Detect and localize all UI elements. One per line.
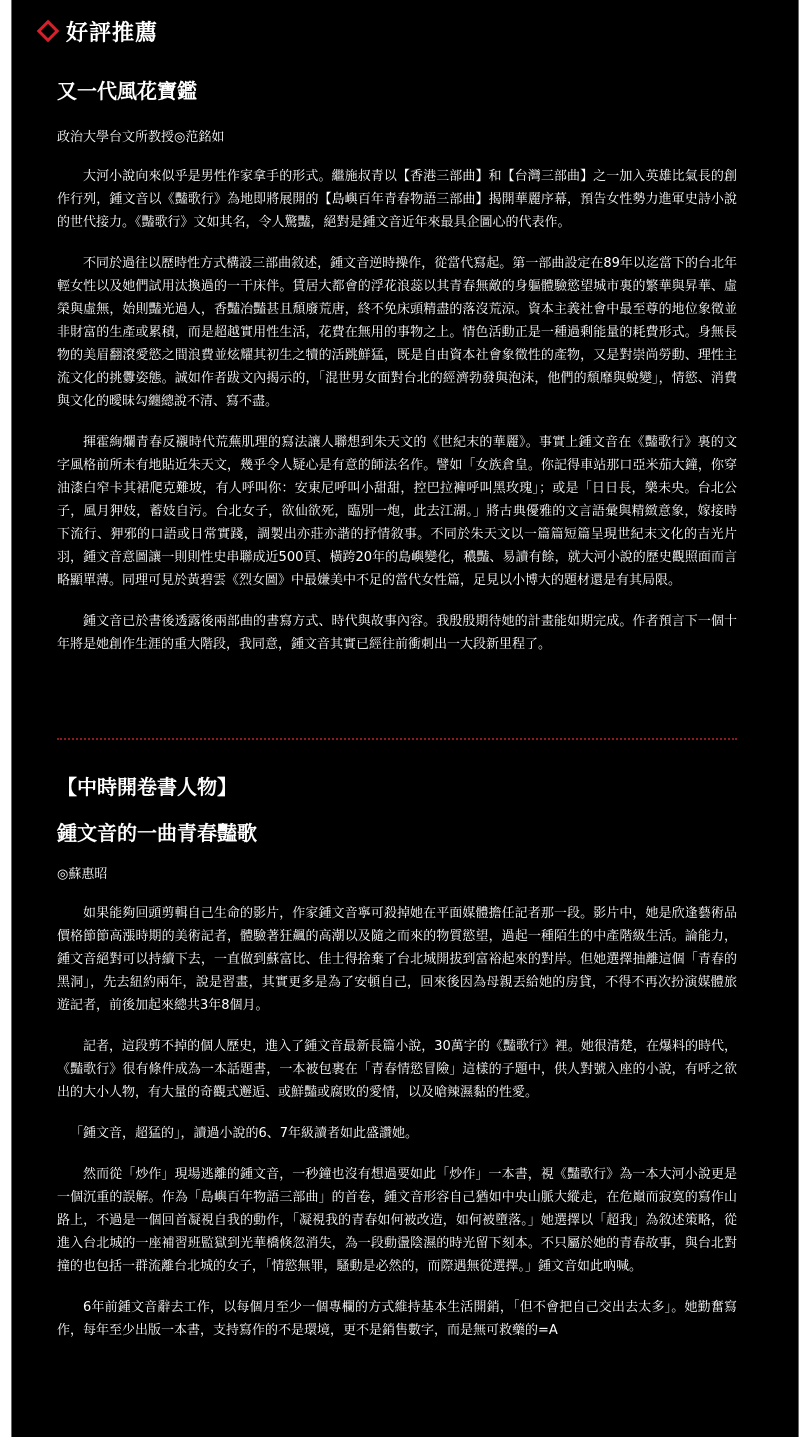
review-1 — [57, 72, 737, 656]
section-header — [36, 16, 158, 46]
review-1-paragraph: 不同於過往以歷時性方式構設三部曲敘述，鍾文音逆時操作，從當代寫起。第一部曲設定在89年以迄當下的台北年輕女性以及她們試用汰換過的一干床伴。賃居大都會的浮花浪蕊以其青春無敵的身軀體驗慾望城市裏的繁華與昇華、虛榮與虛無，始則豔光過人，香豔冶豔甚且頹廢荒唐，終不免床頭精盡的落沒荒涼。資本主義社會中最至尊的地位象徵並非財富的生產或累積，而是超越實用性生活，花費在無用的事物之上。情色活動正是一種過剩能量的耗費形式。身無長物的美眉翻滾愛慾之間浪費並炫耀其初生之犢的活跳鮮猛，既是自由資本社會象徵性的產物，又是對崇尚勞動、理性主流文化的挑釁姿態。誠如作者跋文內揭示的，「混世男女面對台北的經濟勃發與泡沫，他們的頹靡與蛻變」，情慾、消費與文化的曖昧勾纏總說不清、寫不盡。 — [57, 256, 737, 409]
review-1-paragraph: 大河小說向來似乎是男性作家拿手的形式。繼施叔青以【香港三部曲】和【台灣三部曲】之一加入英雄比氣長的創作行列，鍾文音以《豔歌行》為地即將展開的【島嶼百年青春物語三部曲】揭開華麗序幕，預告女性勢力進軍史詩小說的世代接力。《豔歌行》文如其名，令人驚豔，絕對是鍾文音近年來最具企圖心的代表作。 — [57, 169, 737, 230]
review-1-title: 又一代風花寶鑑 — [57, 79, 197, 103]
review-2-title: 鍾文音的一曲青春豔歌 — [57, 821, 257, 845]
review-2-paragraph: 「鍾文音，超猛的」，讀過小說的6、7年級讀者如此盛讚她。 — [70, 1126, 419, 1141]
review-2-paragraph: 記者，這段剪不掉的個人歷史，進入了鍾文音最新長篇小說，30萬字的《豔歌行》裡。她很清楚，在爆料的時代，《豔歌行》很有條件成為一本話題書，一本被包裹在「青春情慾冒險」這樣的子題中，供人對號入座的小說，有呼之欲出的大小人物，有大量的奇觀式邂逅、或鮮豔或腐敗的愛情，以及嗆辣濕黏的性愛。 — [57, 1039, 737, 1100]
section-title: 好評推薦 — [66, 19, 159, 46]
review-2 — [57, 768, 737, 1342]
review-1-paragraph: 鍾文音已於書後透露後兩部曲的書寫方式、時代與故事內容。我殷殷期待她的計畫能如期完成。作者預言下一個十年將是她創作生涯的重大階段，我同意，鍾文音其實已經往前衝刺出一大段新里程了。 — [57, 614, 737, 652]
review-1-byline: 政治大學台文所教授◎范銘如 — [57, 130, 225, 145]
review-1-paragraph: 揮霍絢爛青春反襯時代荒蕪肌理的寫法讓人聯想到朱天文的《世紀末的華麗》。事實上鍾文音在《豔歌行》裏的文字風格前所未有地貼近朱天文，幾乎令人疑心是有意的師法名作。譬如「女族倉皇。你記得車站那口亞米茄大鐘，你穿油漆白窄卡其裙爬克難坡，有人呼叫你：安東尼呼叫小甜甜，控巴拉褲呼叫黑玫瑰」；或是「日日長，樂未央。台北公子，風月狎妓，蓄妓自污。台北女子，欲仙欲死，臨別一炮，此去江湖。」將古典優雅的文言語彙與精緻意象，嫁接時下流行、狎邪的口語或日常實踐，調製出亦莊亦諧的抒情敘事。不同於朱天文以一篇篇短篇呈現世紀末文化的吉光片羽，鍾文音意圖讓一則則性史串聯成近500頁、橫跨20年的島嶼變化，穠豔、易讀有餘，就大河小說的歷史觀照面而言略顯單薄。同理可見於黃碧雲《烈女圖》中最嫌美中不足的當代女性篇，足見以小博大的題材還是有其局限。 — [57, 435, 737, 588]
review-2-column-label: 【中時開卷書人物】 — [57, 775, 237, 799]
red-diamond-icon — [37, 20, 60, 43]
review-2-paragraph: 6年前鍾文音辭去工作，以每個月至少一個專欄的方式維持基本生活開銷，「但不會把自己交出去太多」。她勤奮寫作，每年至少出版一本書，支持寫作的不是環境，更不是銷售數字，而是無可救藥的=A — [57, 1300, 737, 1338]
review-2-byline: ◎蘇惠昭 — [57, 867, 108, 882]
dotted-divider — [57, 738, 737, 740]
review-2-paragraph: 然而從「炒作」現場逃離的鍾文音，一秒鐘也沒有想過要如此「炒作」一本書，視《豔歌行》為一本大河小說更是一個沉重的誤解。作為「島嶼百年物語三部曲」的首卷，鍾文音形容自己猶如中央山脈大縱走，在危巔而寂寞的寫作山路上，不過是一個回首凝視自我的動作，「凝視我的青春如何被改造，如何被墮落。」她選擇以「超我」為敘述策略，從進入台北城的一座補習班監獄到光華橋倏忽消失，為一段動盪陰濕的時光留下刻本。不只屬於她的青春故事，與台北對撞的也包括一群流離台北城的女子，「情慾無罪，騷動是必然的，而際遇無從選擇。」鍾文音如此吶喊。 — [57, 1167, 737, 1274]
review-2-paragraph: 如果能夠回頭剪輯自己生命的影片，作家鍾文音寧可殺掉她在平面媒體擔任記者那一段。影片中，她是欣逢藝術品價格節節高漲時期的美術記者，體驗著狂飆的高潮以及隨之而來的物質慾望，過起一種陌生的中產階級生活。論能力，鍾文音絕對可以持續下去，一直做到蘇富比、佳士得捨棄了台北城開拔到富裕起來的對岸。但她選擇抽離這個「青春的黑洞」，先去紐約兩年，說是習畫，其實更多是為了安頓自己，回來後因為母親丟給她的房貸，不得不再次扮演媒體旅遊記者，前後加起來總共3年8個月。 — [57, 906, 737, 1013]
